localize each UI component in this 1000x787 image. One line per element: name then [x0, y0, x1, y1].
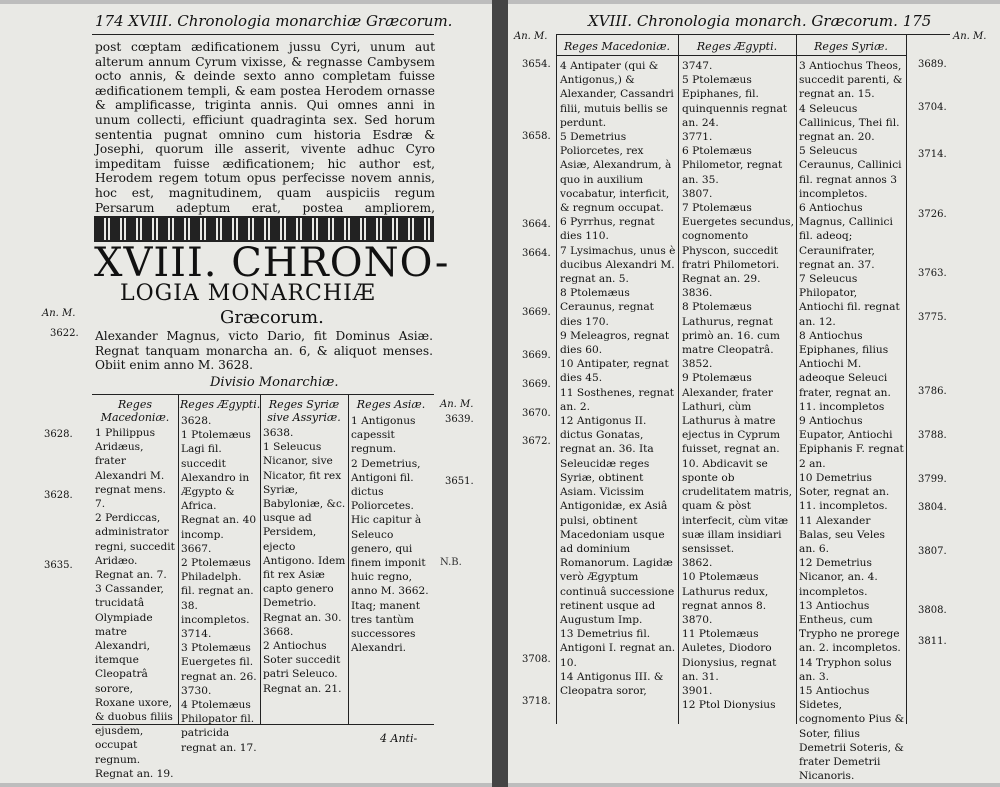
column-body: 3628. 1 Ptolemæus Lagi fil. succedit Alexandro in Ægypto & Africa. Regnat an. 40 incomp. 3667. 2 Ptolemæus Philadelph. fil. regnat an. 38. incompletos. 3714. 3 Ptolemæus Euergetes fil. regnat an. 26. 3730. 4 Ptolemæus Philopator fil. patricida regnat an. 17. — [181, 415, 257, 754]
table-top-rule — [92, 394, 434, 395]
margin-year: 3664. — [522, 219, 551, 230]
chapter-title-line2: LOGIA MONARCHIÆ — [120, 281, 376, 306]
margin-year: 3669. — [522, 379, 551, 390]
left-page — [0, 4, 492, 783]
column-head: Reges Asiæ. — [356, 398, 426, 411]
header-rule — [556, 34, 950, 35]
column-body: 1 Philippus Aridæus, frater Alexandri M. regnat mens. 7. 2 Perdiccas, administrator regni, succedit Aridæo. Regnat an. 7. 3 Cassander, trucidatâ Olympiade matre Alexandri, itemque Cleopatrâ sorore, Roxane uxore, & duobus filiis ejusdem, occupat regnum. Regnat an. 19. — [95, 427, 175, 780]
margin-year: 3622. — [50, 328, 79, 339]
margin-year: 3654. — [522, 59, 551, 70]
margin-year: 3775. — [918, 312, 947, 323]
header-rule — [92, 34, 434, 35]
margin-year: 3664. — [522, 248, 551, 259]
margin-year: 3639. — [445, 414, 474, 425]
margin-year: 3658. — [522, 131, 551, 142]
column-divider — [796, 34, 797, 724]
chapter-title: XVIII. CHRONO- — [94, 240, 450, 286]
column-body: 4 Antipater (qui & Antigonus,) & Alexander, Cassandri filii, mutuis bellis se perdunt. 5 Demetrius Poliorcetes, rex Asiæ, Alexandrum, à quo in auxilium vocabatur, interficit, & regnum occupat. 6 Pyrrhus, regnat dies 110. 7 Lysimachus, unus è ducibus Alexandri M. regnat an. 5. 8 Ptolemæus Ceraunus, regnat dies 170. 9 Meleagros, regnat dies 60. 10 Antipater, regnat dies 45. 11 Sosthenes, regnat an. 2. 12 Antigonus II. dictus Gonatas, regnat an. 36. Ita Seleucidæ reges Syriæ, obtinent Asiam. Vicissim Antigonidæ, ex Asiâ pulsi, obtinent Macedoniam usque ad dominium Romanorum. Lagidæ verò Ægyptum continuâ successione retinent usque ad Augustum Imp. 13 Demetrius fil. Antigoni I. regnat an. 10. 14 Antigonus III. & Cleopatra soror, — [560, 60, 676, 697]
margin-year: 3804. — [918, 502, 947, 513]
margin-year: 3726. — [918, 209, 947, 220]
catchword: 4 Anti- — [380, 732, 418, 745]
right-page — [508, 4, 1000, 783]
column-divider — [260, 394, 261, 724]
ornament-band — [94, 216, 434, 242]
margin-year: 3669. — [522, 307, 551, 318]
column-body: 3 Antiochus Theos, succedit parenti, & regnat an. 15. 4 Seleucus Callinicus, Thei fil. regnat an. 20. 5 Seleucus Ceraunus, Callinici fil. regnat annos 3 incompletos. 6 Antiochus Magnus, Callinici fil. adeoq; Ceraunifrater, regnat an. 37. 7 Seleucus Philopator, Antiochi fil. regnat an. 12. 8 Antiochus Epiphanes, filius Antiochi M. adeoque Seleuci frater, regnat an. 11. incompletos 9 Antiochus Eupator, Antiochi Epiphanis F. regnat 2 an. 10 Demetrius Soter, regnat an. 11. incompletos. 11 Alexander Balas, seu Veles an. 6. 12 Demetrius Nicanor, an. 4. incompletos. 13 Antiochus Entheus, cum Trypho ne prorege an. 2. incompletos. 14 Tryphon solus an. 3. 15 Antiochus Sidetes, cognomento Pius & Soter, filius Demetrii Soteris, & frater Demetrii Nicanoris. — [799, 60, 905, 783]
margin-year: 3808. — [918, 605, 947, 616]
margin-year: 3714. — [918, 149, 947, 160]
margin-year: 3628. — [44, 429, 73, 440]
column-head: Reges Ægypti. — [180, 398, 261, 411]
column-divider — [348, 394, 349, 724]
margin-an-m: An. M. — [42, 308, 76, 319]
margin-year: 3786. — [918, 386, 947, 397]
margin-year: 3718. — [522, 696, 551, 707]
margin-year: 3628. — [44, 490, 73, 501]
chapter-title-line3: Græcorum. — [220, 307, 324, 328]
margin-year: 3763. — [918, 268, 947, 279]
margin-year: 3672. — [522, 436, 551, 447]
column-body: 3747. 5 Ptolemæus Epiphanes, fil. quinquennis regnat an. 24. 3771. 6 Ptolemæus Philometor, regnat an. 35. 3807. 7 Ptolemæus Euergetes secundus, cognomento Physcon, succedit fratri Philometori. Regnat an. 29. 3836. 8 Ptolemæus Lathurus, regnat primò an. 16. cum matre Cleopatrâ. 3852. 9 Ptolemæus Alexander, frater Lathuri, cùm Lathurus à matre ejectus in Cyprum fuisset, regnat an. 10. Abdicavit se sponte ob crudelitatem matris, quam & pòst interfecit, cùm vitæ suæ illam insidiari sensisset. 3862. 10 Ptolemæus Lathurus redux, regnat annos 8. 3870. 11 Ptolemæus Auletes, Diodoro Dionysius, regnat an. 31. 3901. 12 Ptol Dionysius — [682, 60, 794, 712]
column-body: 1 Antigonus capessit regnum. 2 Demetrius, Antigoni fil. dictus Poliorcetes. Hic capitur à Seleuco genero, qui finem imponit huic regno, anno M. 3662. Itaq; manent tres tantùm successores Alexandri. — [351, 415, 429, 655]
book-gutter — [492, 0, 508, 787]
column-body: 3638. 1 Seleucus Nicanor, sive Nicator, fit rex Syriæ, Babyloniæ, &c. usque ad Persidem, ejecto Antigono. Idem fit rex Asiæ capto genero Demetrio. Regnat an. 30. 3668. 2 Antiochus Soter succedit patri Seleuco. Regnat an. 21. — [263, 427, 346, 695]
page-header: XVIII. Chronologia monarch. Græcorum. 175 — [588, 12, 932, 30]
margin-an-m: An. M. — [514, 31, 548, 42]
column-divider — [678, 34, 679, 724]
column-head: Reges Ægypti. — [696, 40, 778, 53]
column-divider — [906, 34, 907, 724]
column-divider — [556, 34, 557, 724]
handwritten-note: N.B. — [440, 557, 462, 568]
margin-year: 3651. — [445, 476, 474, 487]
page-header: 174 XVIII. Chronologia monarchiæ Græcorum. — [95, 12, 453, 30]
column-divider — [178, 394, 179, 724]
margin-year: 3635. — [44, 560, 73, 571]
margin-year: 3708. — [522, 654, 551, 665]
margin-year: 3704. — [918, 102, 947, 113]
margin-year: 3788. — [918, 430, 947, 441]
alexander-paragraph: Alexander Magnus, victo Dario, fit Dominus Asiæ. Regnat tanquam monarcha an. 6, & aliquot menses. Obiit enim anno M. 3628. — [95, 329, 433, 373]
column-head: Reges Syriæ. — [814, 40, 888, 53]
divisio-heading: Divisio Monarchiæ. — [210, 375, 339, 390]
column-head-rule — [556, 55, 906, 56]
margin-year: 3689. — [918, 59, 947, 70]
intro-text: post cœptam ædificationem jussu Cyri, unum aut alterum annum Cyrum vixisse, & regnasse Cambysem octo annis, & deinde sexto anno completam fuisse ædificationem templi, & eam postea Herodem ornasse & amplificasse, triginta annis. Qui omnes anni in unum collecti, efficiunt quadraginta sex. Sed horum sententia pugnat omnino cum historia Esdræ & Josephi, quorum ille asserit, vivente adhuc Cyro impeditam fuisse ædificationem; hic author est, Herodem regem totum opus perfecisse novem annis, hoc est, magnitudinem, quam auspiciis regum Persarum adeptum erat, postea ampliorem, — [95, 40, 435, 215]
column-head: Reges Macedoniæ. — [563, 40, 671, 53]
margin-year: 3799. — [918, 474, 947, 485]
margin-an-m: An. M. — [440, 399, 474, 410]
margin-an-m: An. M. — [953, 31, 987, 42]
margin-year: 3807. — [918, 546, 947, 557]
column-head: Reges Macedoniæ. — [100, 398, 170, 424]
margin-year: 3669. — [522, 350, 551, 361]
column-head: Reges Syriæ sive Assyriæ. — [267, 398, 341, 424]
margin-year: 3811. — [918, 636, 947, 647]
margin-year: 3670. — [522, 408, 551, 419]
